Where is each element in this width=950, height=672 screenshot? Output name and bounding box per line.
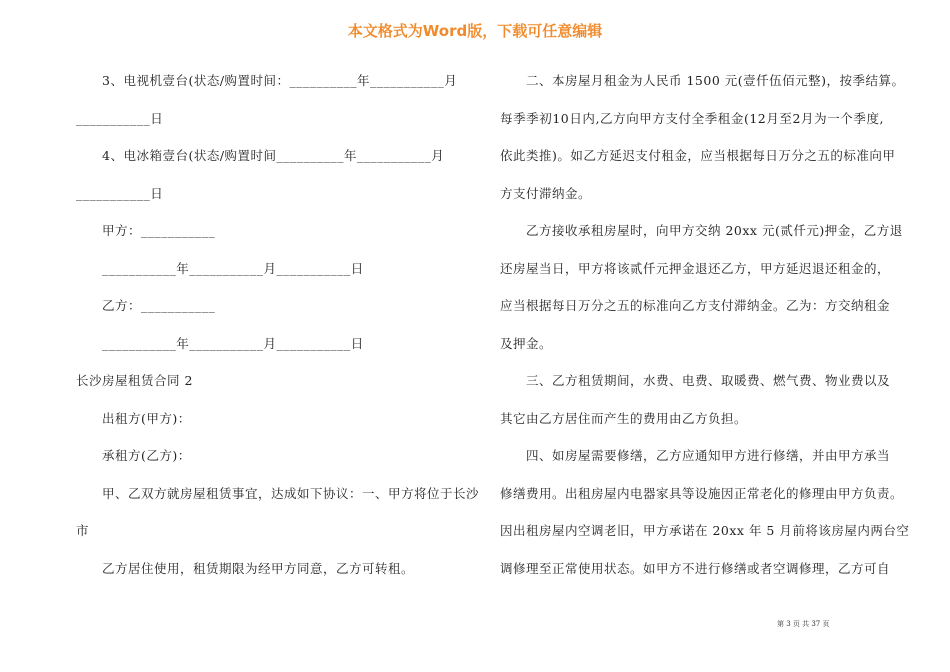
right-paragraph-line: 乙方接收承租房屋时，向甲方交纳 20xx 元(贰仟元)押金，乙方退 [526, 223, 903, 238]
left-paragraph-line: 市 [76, 523, 90, 538]
left-paragraph-line: 4、电冰箱壹台(状态/购置时间__________年___________月 [102, 148, 445, 163]
left-paragraph-line: 甲、乙双方就房屋租赁事宜，达成如下协议：一、甲方将位于长沙 [102, 485, 480, 501]
right-paragraph-line: 因出租房屋内空调老旧，甲方承诺在 20xx 年 5 月前将该房屋内两台空 [500, 523, 910, 538]
right-paragraph-line: 及押金。 [500, 335, 553, 351]
left-paragraph-line: ___________日 [76, 185, 164, 201]
left-paragraph-line: 3、电视机壹台(状态/购置时间：__________年___________月 [102, 73, 458, 88]
right-paragraph-line: 二、本房屋月租金为人民币 1500 元(壹仟伍佰元整)，按季结算。 [526, 73, 905, 88]
right-paragraph-line: 三、乙方租赁期间，水费、电费、取暖费、燃气费、物业费以及 [526, 373, 891, 388]
left-paragraph-line: ___________年___________月___________日 [102, 335, 364, 351]
right-paragraph-line: 调修理至正常使用状态。如甲方不进行修缮或者空调修理，乙方可自 [500, 560, 891, 576]
left-paragraph-line: 乙方：___________ [102, 298, 216, 313]
left-paragraph-line: 出租方(甲方)： [102, 410, 191, 426]
right-paragraph-line: 修缮费用。出租房屋内电器家具等设施因正常老化的修理由甲方负责。 [500, 485, 904, 501]
left-paragraph-line: 长沙房屋租赁合同 2 [76, 373, 193, 388]
left-paragraph-line: 乙方居住使用，租赁期限为经甲方同意，乙方可转租。 [102, 560, 415, 576]
right-paragraph-line: 每季季初10日内,乙方向甲方支付全季租金(12月至2月为一个季度, [500, 110, 884, 126]
left-paragraph-line: ___________年___________月___________日 [102, 260, 364, 276]
page-number: 第 3 页 共 37 页 [777, 620, 830, 628]
right-paragraph-line: 依此类推)。如乙方延迟支付租金，应当根据每日万分之五的标准向甲 [500, 148, 896, 163]
left-paragraph-line: 承租方(乙方)： [102, 448, 191, 463]
right-paragraph-line: 其它由乙方居住而产生的费用由乙方负担。 [500, 410, 748, 426]
document-banner: 本文格式为Word版，下载可任意编辑 [347, 22, 603, 40]
right-paragraph-line: 四、如房屋需要修缮，乙方应通知甲方进行修缮，并由甲方承当 [526, 448, 891, 463]
right-paragraph-line: 方支付滞纳金。 [500, 185, 592, 201]
right-column [500, 62, 910, 587]
left-column [76, 62, 480, 587]
left-paragraph-line: 甲方：___________ [102, 223, 216, 238]
left-paragraph-line: ___________日 [76, 110, 164, 126]
right-paragraph-line: 还房屋当日，甲方将该贰仟元押金退还乙方，甲方延迟退还租金的， [500, 260, 891, 276]
right-paragraph-line: 应当根据每日万分之五的标准向乙方支付滞纳金。乙为：方交纳租金 [500, 298, 891, 313]
